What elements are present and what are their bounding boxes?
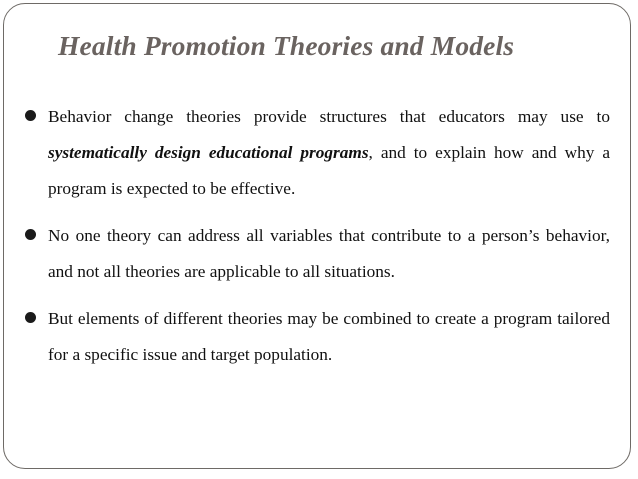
bullet-text-part: Behavior change theories provide structures that educators may use to [48, 107, 610, 126]
bullet-text: But elements of different theories may be combined to create a program tailored for a specific issue and target population. [48, 309, 610, 364]
bullet-text-part: , and to explain how and why a program is expected to be effective. [48, 143, 610, 198]
bullet-icon [25, 312, 36, 323]
bullet-item-1 [22, 99, 610, 207]
bullet-text: No one theory can address all variables that contribute to a person’s behavior, and not all theories are applicable to all situations. [48, 226, 610, 281]
slide-title: Health Promotion Theories and Models [58, 30, 515, 61]
bullet-list [22, 99, 610, 384]
emphasized-phrase: systematically design educational programs [48, 143, 369, 162]
bullet-icon [25, 229, 36, 240]
bullet-item-2 [22, 218, 610, 290]
bullet-icon [25, 110, 36, 121]
bullet-item-3 [22, 301, 610, 373]
